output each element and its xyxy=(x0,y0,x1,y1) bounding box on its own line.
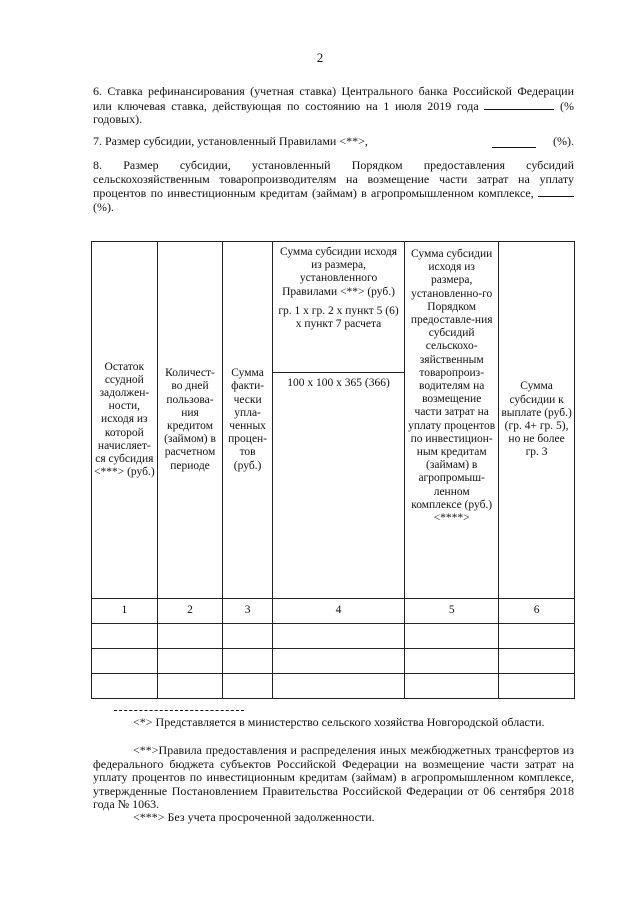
table-cell xyxy=(223,624,273,649)
table-cell xyxy=(157,649,223,674)
table-cell xyxy=(157,674,223,699)
paragraph-8-text: 8. Размер субсидии, установленный Порядком предоставления субсидий сельскохозяйственным товаропроизводителям на возмещение части затрат на уплату процентов по инвестиционным кредитам (займам) в агропромышленном комплексе, xyxy=(93,158,574,200)
footnote-2: <**>Правила предоставления и распределения иных межбюджетных трансфертов из федерального бюджета субъектов Российской Федерации на возмещение части затрат на уплату процентов по инвестиционным кредитам (займам) в агропромышленном комплексе, утвержденные Постановлением Правительства Российской Федерации от 06 сентября 2018 года № 1063. xyxy=(93,743,574,811)
header-cell-denominator: 100 x 100 x 365 (366) xyxy=(272,373,404,599)
header-cell-formula: гр. 1 x гр. 2 x пункт 5 (6) x пункт 7 расчета xyxy=(278,304,399,331)
column-number: 5 xyxy=(405,599,499,624)
table-row xyxy=(92,624,575,649)
table-cell xyxy=(92,649,158,674)
header-cell xyxy=(272,242,404,373)
table-cell xyxy=(157,624,223,649)
table-cell xyxy=(499,649,575,674)
table-cell xyxy=(499,624,575,649)
column-number: 2 xyxy=(157,599,223,624)
header-cell: Сумма субсидии исходя из размера, установленно-го Порядком предоставле-ния субсидий сельскохо-зяйственным товаропроиз-водителям на возмещение части затрат на уплату процентов по инвестицион-ным кредитам (займам) в агропромыш-ленном комплексе (руб.) <****> xyxy=(405,242,499,599)
column-number: 4 xyxy=(272,599,404,624)
paragraph-6-text: 6. Ставка рефинансирования (учетная ставка) Центрального банка Российской Федерации или ключевая ставка, действующая по состоянию на 1 июля 2019 года xyxy=(93,84,574,113)
table-row xyxy=(92,674,575,699)
table-cell xyxy=(272,624,404,649)
column-number: 6 xyxy=(499,599,575,624)
blank-line xyxy=(484,99,554,110)
column-number: 1 xyxy=(92,599,158,624)
calculation-table xyxy=(91,241,575,699)
header-cell-title: Сумма субсидии исходя из размера, установленного Правилами <**> (руб.) xyxy=(279,246,398,298)
footnote-separator xyxy=(114,710,244,711)
header-cell: Сумма субсидии к выплате (руб.) (гр. 4+ гр. 5), но не более гр. 3 xyxy=(499,242,575,599)
table-cell xyxy=(92,674,158,699)
header-cell: Остаток ссудной задолжен-ности, исходя из которой начисляет-ся субсидия <***> (руб.) xyxy=(92,242,158,599)
table-cell xyxy=(223,649,273,674)
table-cell xyxy=(405,674,499,699)
table-cell xyxy=(272,649,404,674)
header-cell: Количест-во дней пользова-ния кредитом (займом) в расчетном периоде xyxy=(157,242,223,599)
footnote-3: <***> Без учета просроченной задолженности. xyxy=(133,810,375,824)
table-row xyxy=(92,649,575,674)
page-number: 2 xyxy=(316,50,324,65)
paragraph-8 xyxy=(93,159,574,214)
paragraph-7-text: 7. Размер субсидии, установленный Правилами <**>, xyxy=(93,134,368,148)
column-number: 3 xyxy=(223,599,273,624)
paragraph-8-suffix: (%). xyxy=(93,199,114,214)
footnote-1: <*> Представляется в министерство сельского хозяйства Новгородской области. xyxy=(133,715,545,729)
paragraph-6-suffix: (% годовых). xyxy=(93,98,575,126)
blank-line xyxy=(538,186,574,197)
table-number-row xyxy=(92,599,575,624)
table-cell xyxy=(272,674,404,699)
header-cell: Сумма факти-чески упла-ченных процен-тов (руб.) xyxy=(223,242,273,599)
table-cell xyxy=(405,649,499,674)
table-cell xyxy=(92,624,158,649)
paragraph-7 xyxy=(93,135,574,149)
paragraph-6 xyxy=(93,85,574,127)
paragraph-7-suffix: (%). xyxy=(553,134,574,148)
blank-line xyxy=(492,137,536,148)
table-cell xyxy=(499,674,575,699)
table-cell xyxy=(405,624,499,649)
table-cell xyxy=(223,674,273,699)
table-header-row xyxy=(92,242,575,373)
